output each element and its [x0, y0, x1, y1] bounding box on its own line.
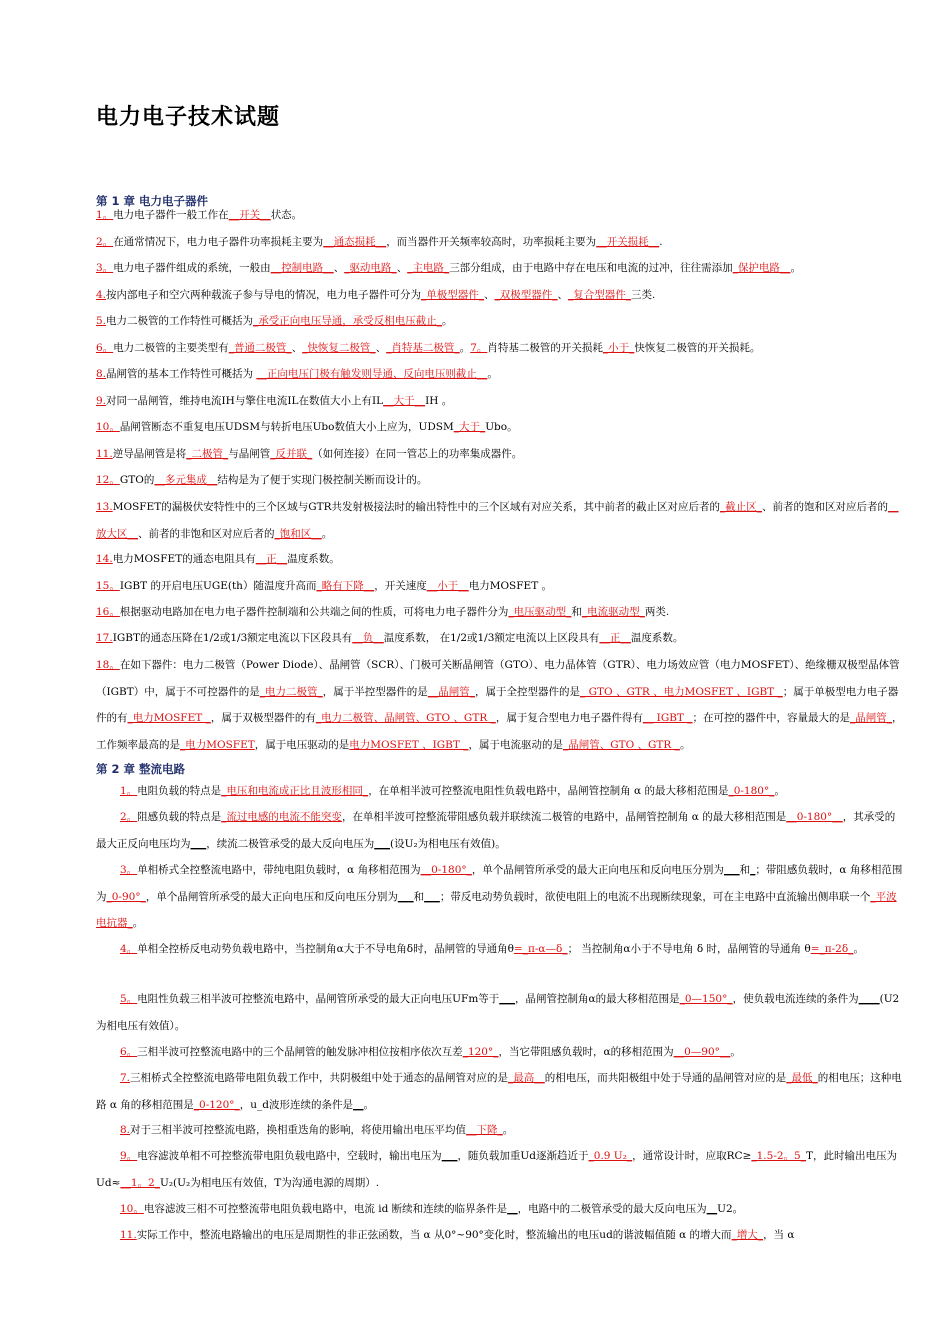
answer: _驱动电路_ — [344, 262, 397, 274]
question-text: ，属于电流驱动的是 — [468, 738, 563, 751]
question-text: 和 — [413, 890, 425, 903]
ch2-question-4 — [96, 936, 904, 963]
chapter-2-heading: 第 2 章 整流电路 — [96, 762, 186, 776]
answer: 电力MOSFET 、IGBT _ — [349, 738, 469, 751]
blank: __ — [706, 1203, 718, 1215]
question-text: 三相桥式全控整流电路带电阻负载工作中，共阴极组中处于通态的晶闸管对应的是 — [130, 1072, 509, 1084]
question-text: 单相全控桥反电动势负载电路中，当控制角α大于不导电角δ时，晶闸管的导通角θ — [137, 943, 514, 955]
ch2-question-10 — [96, 1196, 904, 1223]
question-text: 温度系数。 — [630, 632, 684, 644]
ch2-question-7 — [96, 1065, 904, 1118]
question-text: 、 — [291, 342, 303, 354]
question-text: ，开关速度 — [374, 580, 427, 592]
question-number: 7。 — [470, 342, 488, 354]
question-text: 按内部电子和空穴两种载流子参与导电的情况，电力电子器件可分为 — [106, 289, 422, 301]
answer: _肖特基二极管_ — [386, 342, 460, 354]
question-text: IGBT的通态压降在1/2或1/3额定电流以下区段具有 — [112, 632, 353, 644]
answer: _主电路_ — [407, 262, 450, 274]
question-text: 晶闸管断态不重复电压UDSM与转折电压Ubo数值大小上应为，UDSM — [119, 421, 454, 433]
answer: __晶闸管_ — [427, 685, 476, 698]
question-text: ，续流二极管承受的最大反向电压为 — [206, 837, 375, 850]
question-text: 三类. — [631, 289, 656, 301]
question-text: Ubo。 — [485, 421, 518, 433]
answer: _复合型器件_ — [568, 289, 632, 301]
answer: __负__ — [352, 632, 384, 644]
question-number: 14. — [96, 553, 113, 565]
question-text: 。 — [442, 315, 453, 327]
question-text: 、前者的非饱和区对应后者的 — [138, 527, 275, 540]
question-text: 。 — [790, 262, 801, 274]
question-number: 10。 — [120, 1203, 144, 1215]
blank: ___ — [374, 837, 390, 850]
answer: _电力MOSFET _ — [127, 712, 211, 724]
question-text: ，当它带阻感负载时，α的移相范围为 — [498, 1046, 674, 1058]
question-number: 17. — [96, 632, 113, 644]
question-text: ；带阻感负载时，α 角移相范围为 — [96, 864, 903, 903]
question-number: 13. — [96, 501, 113, 513]
question-text: 。 — [487, 368, 498, 380]
question-text: ，工作频率最高的是 — [96, 712, 903, 751]
question-number: 15。 — [96, 580, 120, 592]
answer: _增大_ — [731, 1229, 764, 1241]
question-number: 8. — [96, 368, 107, 380]
question-number: 18。 — [96, 659, 120, 671]
question-text: ，通常设计时，应取RC≥ — [632, 1150, 752, 1162]
answer: _略有下降__ — [316, 580, 375, 592]
ch2-question-9 — [96, 1143, 904, 1196]
question-number: 4。 — [120, 943, 138, 955]
question-text: 电力二极管的工作特性可概括为 — [106, 315, 254, 327]
answer: _电压和电流成正比且波形相同_ — [221, 785, 369, 797]
ch2-question-11 — [96, 1222, 904, 1249]
ch1-question-9 — [96, 388, 904, 415]
question-text: 。 — [363, 1098, 375, 1111]
question-text: 电力电子器件组成的系统，一般由 — [113, 262, 271, 274]
answer: _单极型器件_ — [421, 289, 485, 301]
answer: _二极管_ — [186, 448, 229, 460]
question-text: 电容滤波单相不可控整流带电阻负载电路中，空载时，输出电压为 — [137, 1150, 442, 1162]
question-text: ，晶闸管控制角α的最大移相范围是 — [515, 993, 680, 1005]
question-text: 在通常情况下，电力电子器件功率损耗主要为 — [113, 236, 324, 248]
question-text: (U2为相电压有效值）。 — [96, 993, 900, 1032]
question-text: 三部分组成，由于电路中存在电压和电流的过冲，往往需添加 — [449, 262, 733, 274]
question-text: （如何连接）在同一管芯上的功率集成器件。 — [312, 448, 523, 460]
question-text: ，单个晶闸管所承受的最大正向电压和反向电压分别为 — [145, 890, 398, 903]
answer: _电压驱动型_ — [508, 606, 572, 618]
ch2-question-6 — [96, 1039, 904, 1066]
question-text: U2。 — [717, 1203, 744, 1215]
question-text: 单相桥式全控整流电路中，带纯电阻负载时，α 角移相范围为 — [137, 864, 421, 876]
question-text: 肖特基二极管的开关损耗 — [487, 342, 603, 354]
question-text: 实际工作中，整流电路输出的电压是周期性的非正弦函数，当 α 从0°~90°变化时，整流输出的电压ud的谐波幅值随 α 的增大而 — [136, 1229, 732, 1241]
answer: _120°_ — [462, 1046, 499, 1058]
answer: _流过电感的电流不能突变 — [221, 811, 342, 823]
answer: _电流驱动型_ — [581, 606, 645, 618]
ch2-question-2 — [96, 804, 904, 857]
answer: __1。2_ — [120, 1176, 160, 1189]
question-text: ，电路中的二极管承受的最大反向电压为 — [517, 1203, 707, 1215]
blank: ___ — [424, 890, 440, 903]
question-text: 两类. — [644, 606, 670, 618]
ch2-question-1 — [96, 778, 904, 805]
question-text: ，属于电压驱动的是 — [254, 738, 350, 751]
answer: __开关__ — [228, 209, 271, 221]
answer: _双极型器件_ — [494, 289, 558, 301]
question-text: 。 — [730, 1046, 741, 1058]
answer: __0-180°__ — [786, 811, 843, 823]
ch2-question-3 — [96, 857, 904, 937]
ch1-question-13 — [96, 494, 904, 547]
question-number: 11. — [120, 1229, 137, 1241]
ch2-question-5 — [96, 986, 904, 1039]
blank: ____ — [858, 993, 880, 1005]
answer: __放大区__ — [96, 501, 899, 540]
question-text: ；在可控的器件中，容量最大的是 — [692, 712, 851, 724]
question-text: ，属于双极型器件的有 — [210, 712, 316, 724]
question-number: 3。 — [120, 864, 138, 876]
question-text: IGBT 的开启电压UGE(th）随温度升高而 — [119, 580, 317, 592]
question-text: 。 — [502, 1124, 514, 1136]
answer: _反并联_ — [270, 448, 313, 460]
answer: _保护电路__ — [732, 262, 791, 274]
question-number: 6。 — [96, 342, 114, 354]
answer: _1.5-2。5_ — [751, 1150, 806, 1162]
question-text: 结构是为了便于实现门极控制关断而设计的。 — [217, 474, 428, 486]
question-text: ，单个晶闸管所承受的最大正向电压和反向电压分别为 — [471, 864, 724, 876]
question-number: 2。 — [120, 811, 138, 823]
answer: _平波电抗器_ — [96, 890, 897, 929]
question-number: 5。 — [120, 993, 138, 1005]
question-text: 。 — [774, 785, 785, 797]
question-text: 电容滤波三相不可控整流带电阻负载电路中，电流 id 断续和连续的临界条件是 — [143, 1203, 508, 1215]
question-text: IH 。 — [425, 395, 453, 407]
answer: __下降_ — [466, 1124, 503, 1136]
question-text: 电阻负载的特点是 — [137, 785, 222, 797]
question-text: ，当 α — [763, 1229, 795, 1241]
question-text: ，属于复合型电力电子器件得有 — [495, 712, 643, 724]
question-text: ，u_d波形连续的条件是 — [239, 1098, 354, 1111]
question-text: 温度系数， 在1/2或1/3额定电流以上区段具有 — [383, 632, 600, 644]
blank: ___ — [499, 993, 516, 1005]
question-text: 的相电压，而共阳极组中处于导通的晶闸管对应的是 — [544, 1072, 787, 1084]
question-number: 10。 — [96, 421, 120, 433]
blank: ___ — [397, 890, 414, 903]
question-number: 9。 — [120, 1150, 138, 1162]
question-text: 对同一晶闸管，维持电流IH与擎住电流IL在数值大小上有IL — [106, 395, 384, 407]
answer: _饱和区__ — [274, 527, 322, 540]
ch1-question-10 — [96, 414, 904, 441]
question-number: 2。 — [96, 236, 114, 248]
question-text: 根据驱动电路加在电力电子器件控制端和公共端之间的性质，可将电力电子器件分为 — [119, 606, 509, 618]
question-text: 和 — [739, 864, 751, 876]
question-number: 5. — [96, 315, 107, 327]
question-text: ，其承受的最大正反向电压均为 — [96, 811, 896, 850]
question-text: ，而当器件开关频率较高时，功率损耗主要为 — [386, 236, 597, 248]
ch1-question-2 — [96, 229, 904, 256]
question-text: GTO的 — [119, 474, 155, 486]
question-text: 的相电压；这种电路 α 角的移相范围是 — [96, 1072, 902, 1111]
ch1-question-6 — [96, 335, 904, 362]
ch1-question-11 — [96, 441, 904, 468]
question-text: (设U₂为相电压有效值)。 — [390, 837, 506, 850]
question-text: ，属于半控型器件的是 — [322, 685, 428, 698]
question-number: 11. — [96, 448, 113, 460]
question-text: 、前者的饱和区对应后者的 — [762, 501, 889, 513]
answer: _小于_ — [602, 342, 635, 354]
ch1-question-3 — [96, 255, 904, 282]
question-text: 状态。 — [270, 209, 303, 221]
answer: __正__ — [599, 632, 631, 644]
question-text: 在如下器件：电力二极管（Power Diode）、晶闸管（SCR）、门极可关断晶闸管（GTO）、电力晶体管（GTR）、电力场效应管（电力MOSFET）、绝缘栅双极型晶体管（IGBT）中，属于不可控器件的是 — [96, 659, 900, 698]
answer: _普通二极管_ — [228, 342, 292, 354]
answer: _0-120°_ — [193, 1098, 240, 1111]
question-text: 晶闸管的基本工作特性可概括为 — [106, 368, 257, 380]
question-text: 、 — [557, 289, 569, 301]
question-text: ；带反电动势负载时，欲使电阻上的电流不出现断续现象，可在主电路中直流输出侧串联一个 — [439, 890, 871, 903]
question-text: ，使负载电流连续的条件为 — [732, 993, 859, 1005]
answer: _承受正向电压导通，承受反相电压截止_ — [253, 315, 443, 327]
ch1-question-18 — [96, 652, 904, 758]
answer: _晶闸管、GTO 、GTR _ — [562, 738, 680, 751]
question-text: 对于三相半波可控整流电路，换相重迭角的影响，将使用输出电压平均值 — [130, 1124, 467, 1136]
question-text: 。 — [679, 738, 691, 751]
answer: __ IGBT _ — [642, 712, 693, 724]
document-title: 电力电子技术试题 — [96, 105, 281, 130]
ch1-question-15 — [96, 573, 904, 600]
question-text: 三相半波可控整流电路中的三个晶闸管的触发脉冲相位按相序依次互差 — [137, 1046, 463, 1058]
answer: =_π-α—δ_ — [513, 943, 568, 955]
question-text: 。 — [459, 342, 471, 354]
question-text: 、 — [333, 262, 345, 274]
question-text: ，随负载加重Ud逐渐趋近于 — [457, 1150, 589, 1162]
answer: _最低_ — [786, 1072, 818, 1084]
answer: __0-180°_ — [420, 864, 472, 876]
answer: _0-180°_ — [728, 785, 775, 797]
answer: _最高__ — [508, 1072, 545, 1084]
blank: _ — [750, 864, 756, 876]
question-text: 电阻性负载三相半波可控整流电路中，晶闸管所承受的最大正向电压UFm等于 — [137, 993, 500, 1005]
answer: __大于__ — [383, 395, 426, 407]
ch1-question-14 — [96, 546, 904, 573]
ch2-question-8 — [96, 1117, 904, 1144]
question-text: 温度系数。 — [287, 553, 340, 565]
question-text: 快恢复二极管的开关损耗。 — [634, 342, 761, 354]
question-number: 9. — [96, 395, 107, 407]
answer: _晶闸管_ — [850, 712, 893, 724]
answer: __正向电压门极有触发则导通、反向电压则截止__ — [256, 368, 488, 380]
question-number: 12。 — [96, 474, 120, 486]
question-text: 、 — [396, 262, 408, 274]
answer: _电力MOSFET — [180, 738, 255, 751]
question-text: 。 — [853, 943, 864, 955]
ch1-question-5 — [96, 308, 904, 335]
answer: _电力二极管、晶闸管、GTO 、GTR _ — [315, 712, 496, 724]
question-number: 6。 — [120, 1046, 138, 1058]
answer: =_π-2δ_ — [810, 943, 854, 955]
ch1-question-8 — [96, 361, 904, 388]
ch1-question-1 — [96, 202, 904, 229]
answer: _快恢复二极管_ — [302, 342, 376, 354]
question-text: 。 — [132, 917, 144, 929]
answer: __开关损耗__ — [596, 236, 660, 248]
answer: __控制电路__ — [270, 262, 334, 274]
blank: ___ — [441, 1150, 458, 1162]
question-text: ，在单相半波可控整流带阻感负载并联续流二极管的电路中，晶闸管控制角 α 的最大移相范围是 — [341, 811, 787, 823]
question-text: ； 当控制角α小于不导电角 δ 时，晶闸管的导通角 θ — [567, 943, 811, 955]
question-text: ，属于全控型器件的是 — [475, 685, 581, 698]
blank: ___ — [190, 837, 207, 850]
answer: _ GTO 、GTR 、电力MOSFET 、IGBT _ — [580, 685, 783, 698]
answer: _0.9 U₂_ — [588, 1150, 633, 1162]
question-text: 。 — [321, 527, 333, 540]
ch1-question-4 — [96, 282, 904, 309]
answer: __多元集成__ — [154, 474, 218, 486]
ch1-question-12 — [96, 467, 904, 494]
ch1-question-17 — [96, 625, 904, 652]
question-text: ；属于单极型电力电子器件的有 — [96, 685, 899, 724]
question-number: 16。 — [96, 606, 120, 618]
question-text: 电力二极管的主要类型有 — [113, 342, 229, 354]
answer: _0-90°_ — [106, 890, 146, 903]
chapter-1-heading: 第 1 章 电力电子器件 — [96, 194, 209, 208]
question-number: 1。 — [96, 209, 114, 221]
question-text: T，此时输出电压为Ud≈ — [96, 1150, 897, 1189]
question-text: 电力MOSFET 。 — [468, 580, 553, 592]
question-text: . — [659, 236, 663, 248]
answer: __0—90°__ — [673, 1046, 731, 1058]
answer: _电力二极管_ — [259, 685, 323, 698]
question-text: ，在单相半波可控整流电阻性负载电路中，晶闸管控制角 α 的最大移相范围是 — [368, 785, 729, 797]
blank: __ — [353, 1098, 364, 1111]
question-text: 电力电子器件一般工作在 — [113, 209, 229, 221]
blank: __ — [507, 1203, 518, 1215]
question-text: 阻感负载的特点是 — [137, 811, 222, 823]
question-text: MOSFET的漏极伏安特性中的三个区域与GTR共发射极接法时的输出特性中的三个区域有对应关系，其中前者的截止区对应后者的 — [112, 501, 721, 513]
question-text: 电力MOSFET的通态电阻具有 — [112, 553, 256, 565]
question-number: 8. — [120, 1124, 131, 1136]
question-text: 和 — [571, 606, 582, 618]
question-number: 1。 — [120, 785, 138, 797]
answer: _截止区_ — [720, 501, 763, 513]
question-number: 7. — [120, 1072, 131, 1084]
ch1-question-16 — [96, 599, 904, 626]
answer: __小于__ — [426, 580, 469, 592]
answer: _大于_ — [453, 421, 486, 433]
question-text: 、 — [484, 289, 495, 301]
blank: ___ — [723, 864, 740, 876]
question-number: 4. — [96, 289, 107, 301]
question-text: U₂(U₂为相电压有效值，T为沟通电源的周期）. — [160, 1176, 380, 1189]
question-text: 与晶闸管 — [228, 448, 271, 460]
answer: _0—150°_ — [679, 993, 733, 1005]
answer: __通态损耗__ — [323, 236, 387, 248]
question-text: 、 — [375, 342, 387, 354]
question-number: 3。 — [96, 262, 114, 274]
question-text: 逆导晶闸管是将 — [112, 448, 187, 460]
answer: __正__ — [255, 553, 288, 565]
